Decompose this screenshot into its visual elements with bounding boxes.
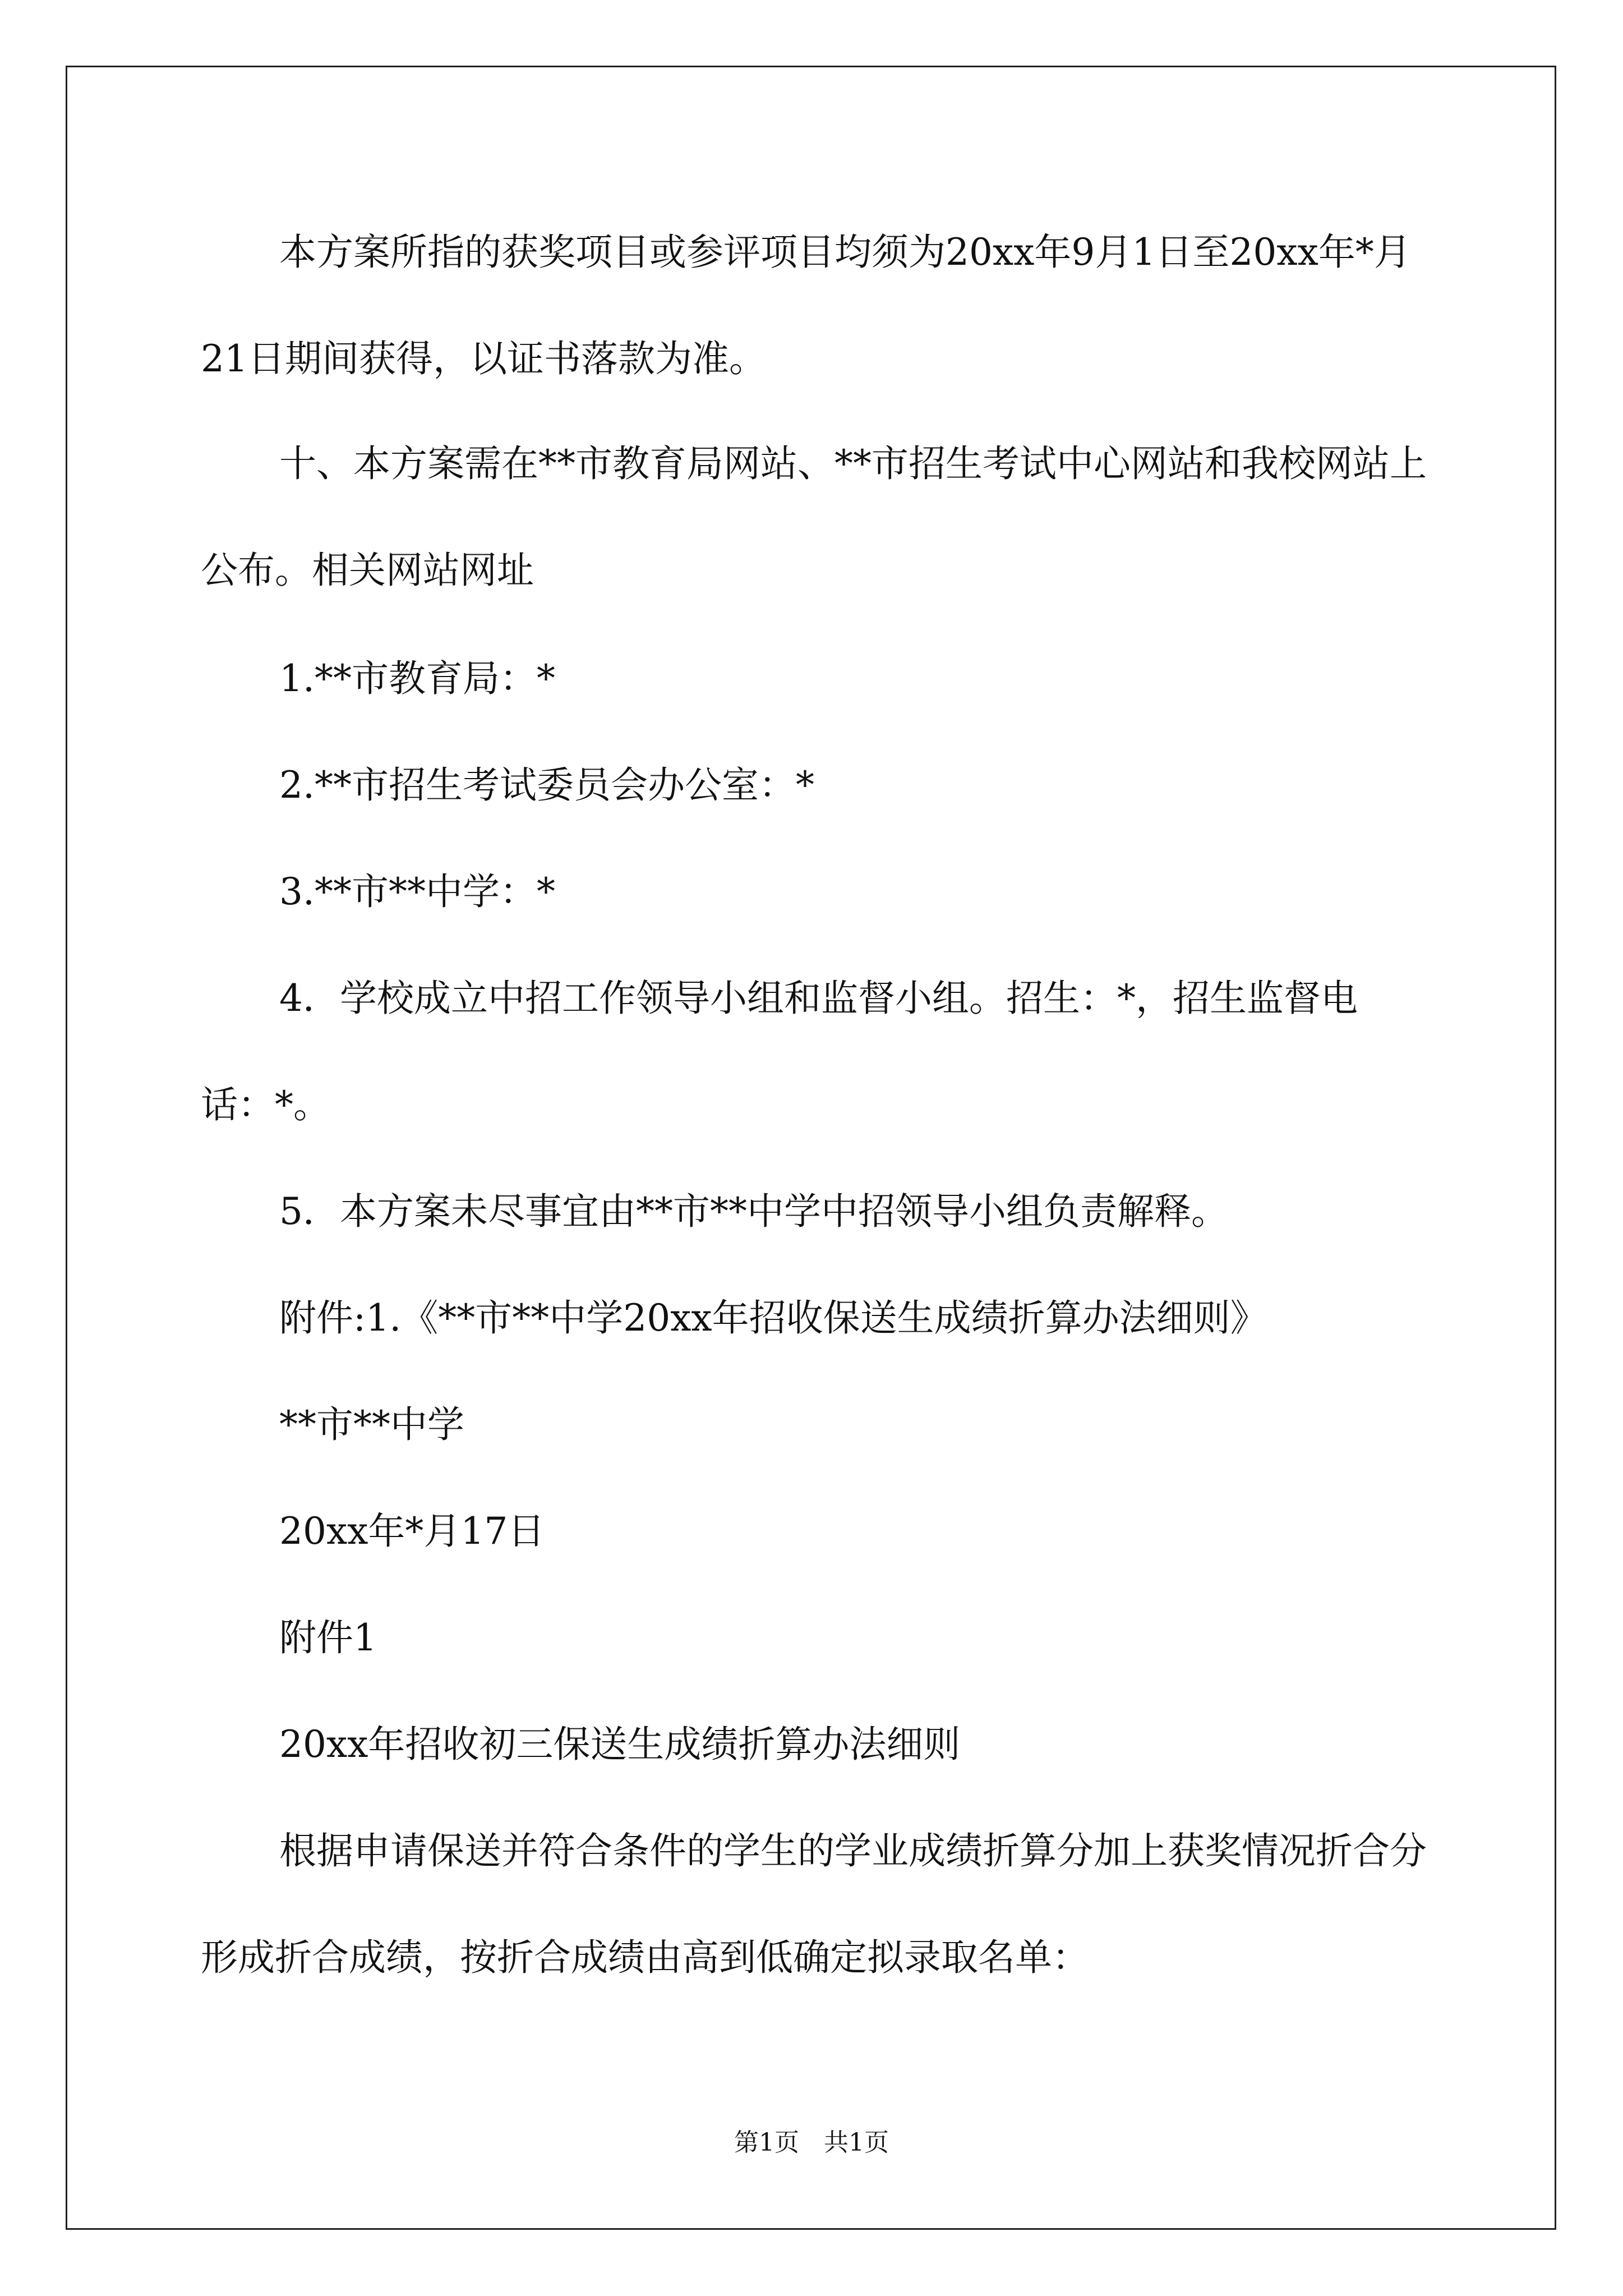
list-item-exam-office: 2.**市招生考试委员会办公室：* bbox=[279, 763, 814, 807]
paragraph-publication: 十、本方案需在**市教育局网站、**市招生考试中心网站和我校网站上公布。相关网站网址 bbox=[201, 442, 1427, 592]
paragraph-supervision: 4．学校成立中招工作领导小组和监督小组。招生：*，招生监督电话：*。 bbox=[201, 977, 1358, 1126]
attachment-reference: 附件:1.《**市**中学20xx年招收保送生成绩折算办法细则》 bbox=[279, 1296, 1267, 1340]
attachment-heading: 附件1 bbox=[279, 1616, 377, 1659]
paragraph-interpretation: 5．本方案未尽事宜由**市**中学中招领导小组负责解释。 bbox=[279, 1190, 1228, 1233]
list-item-school: 3.**市**中学：* bbox=[279, 870, 555, 913]
signature-date: 20xx年*月17日 bbox=[279, 1510, 545, 1553]
page-footer: 第1页 共1页 bbox=[734, 2128, 889, 2157]
signature-school: **市**中学 bbox=[279, 1403, 464, 1446]
list-item-education-bureau: 1.**市教育局：* bbox=[279, 657, 555, 700]
paragraph-score-method: 根据申请保送并符合条件的学生的学业成绩折算分加上获奖情况折合分形成折合成绩，按折合成绩由高到低确定拟录取名单： bbox=[201, 1829, 1427, 1979]
paragraph-award-period: 本方案所指的获奖项目或参评项目均须为20xx年9月1日至20xx年*月21日期间获得，以证书落款为准。 bbox=[201, 231, 1411, 380]
attachment-title: 20xx年招收初三保送生成绩折算办法细则 bbox=[279, 1723, 961, 1766]
